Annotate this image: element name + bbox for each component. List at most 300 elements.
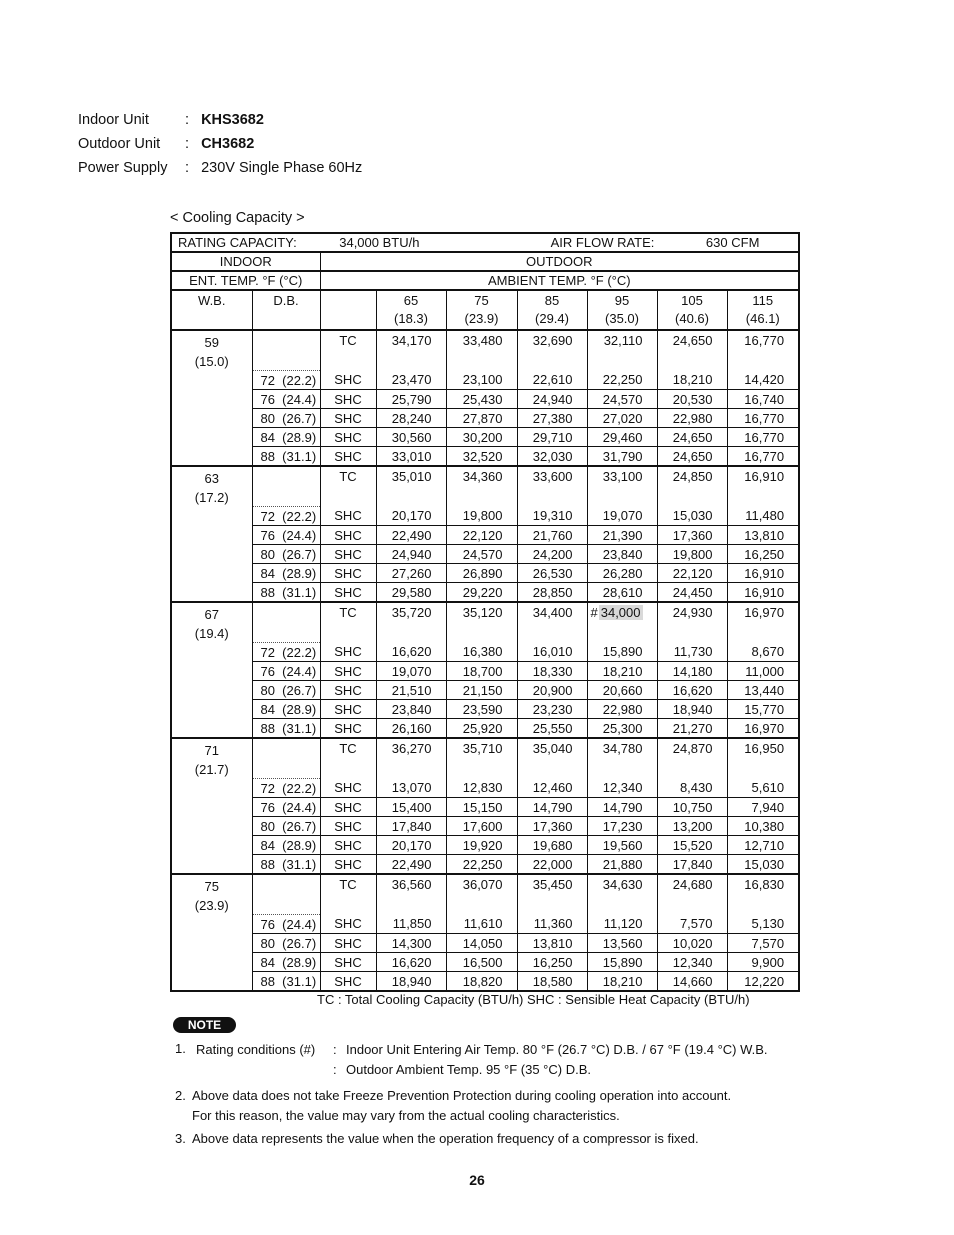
shc-value: 20,170 <box>376 507 446 526</box>
shc-value: 21,270 <box>657 719 727 739</box>
shc-value: 13,810 <box>727 526 799 545</box>
note-2-line2: For this reason, the value may vary from the actual cooling characteristics. <box>192 1108 620 1123</box>
shc-label: SHC <box>320 526 376 545</box>
spec-power <box>78 160 362 176</box>
spec-outdoor <box>78 136 254 152</box>
shc-label: SHC <box>320 855 376 875</box>
shc-value: 16,250 <box>727 545 799 564</box>
shc-row <box>171 564 799 583</box>
ambient-col-c: (35.0) <box>605 311 639 326</box>
shc-value: 25,790 <box>376 390 446 409</box>
rating-unit: BTU/h <box>382 235 420 250</box>
tc-value: 34,170 <box>376 330 446 371</box>
shc-label: SHC <box>320 545 376 564</box>
tc-value: 24,850 <box>657 466 727 507</box>
tc-label: TC <box>320 874 376 915</box>
tc-value: 36,270 <box>376 738 446 779</box>
shc-value: 7,570 <box>657 915 727 934</box>
wb-cell <box>171 602 252 738</box>
shc-value: 24,650 <box>657 428 727 447</box>
tc-value: 33,100 <box>587 466 657 507</box>
shc-label: SHC <box>320 390 376 409</box>
tc-row <box>171 330 799 371</box>
shc-value: 21,760 <box>517 526 587 545</box>
shc-value: 33,010 <box>376 447 446 467</box>
ambient-col-f: 65 <box>403 293 419 308</box>
shc-value: 24,570 <box>587 390 657 409</box>
db-empty-cell <box>252 874 320 915</box>
airflow-value: 630 <box>705 235 728 250</box>
ambient-col-c: (23.9) <box>464 311 499 326</box>
shc-value: 29,460 <box>587 428 657 447</box>
shc-label: SHC <box>320 564 376 583</box>
shc-value: 15,400 <box>376 798 446 817</box>
tc-value: 35,040 <box>517 738 587 779</box>
shc-value: 13,440 <box>727 681 799 700</box>
shc-value: 7,570 <box>727 934 799 953</box>
db-cell: 88 (31.1) <box>252 447 320 467</box>
shc-value: 20,530 <box>657 390 727 409</box>
tc-value: 33,480 <box>446 330 517 371</box>
shc-value: 16,620 <box>657 681 727 700</box>
shc-label: SHC <box>320 934 376 953</box>
tc-value: 36,070 <box>446 874 517 915</box>
db-cell: 88 (31.1) <box>252 855 320 875</box>
rating-label: RATING CAPACITY: <box>178 235 297 250</box>
shc-value: 27,870 <box>446 409 517 428</box>
ambient-col-header <box>517 290 587 330</box>
shc-value: 11,120 <box>587 915 657 934</box>
shc-value: 19,070 <box>587 507 657 526</box>
db-cell: 76 (24.4) <box>252 662 320 681</box>
ambient-temp-header: AMBIENT TEMP. °F (°C) <box>320 271 799 290</box>
wb-cell <box>171 874 252 991</box>
shc-label: SHC <box>320 972 376 992</box>
shc-value: 27,260 <box>376 564 446 583</box>
shc-row <box>171 700 799 719</box>
outdoor-header: OUTDOOR <box>320 252 799 271</box>
shc-value: 18,820 <box>446 972 517 992</box>
db-cell: 72 (22.2) <box>252 779 320 798</box>
db-cell: 84 (28.9) <box>252 564 320 583</box>
tc-value <box>587 602 657 643</box>
db-cell: 84 (28.9) <box>252 836 320 855</box>
shc-label: SHC <box>320 583 376 603</box>
shc-value: 15,030 <box>727 855 799 875</box>
shc-value: 25,430 <box>446 390 517 409</box>
shc-row <box>171 545 799 564</box>
shc-label: SHC <box>320 409 376 428</box>
shc-value: 25,920 <box>446 719 517 739</box>
wb-f: 71 <box>204 743 219 758</box>
wb-c: (17.2) <box>194 490 229 505</box>
db-cell: 80 (26.7) <box>252 934 320 953</box>
shc-value: 5,130 <box>727 915 799 934</box>
tc-row <box>171 874 799 915</box>
ambient-col-header <box>376 290 446 330</box>
shc-label: SHC <box>320 507 376 526</box>
shc-value: 14,300 <box>376 934 446 953</box>
tc-value: 16,910 <box>744 469 785 484</box>
note-badge: NOTE <box>173 1017 236 1033</box>
wb-f: 67 <box>204 607 219 622</box>
shc-value: 11,850 <box>376 915 446 934</box>
db-cell: 88 (31.1) <box>252 719 320 739</box>
shc-value: 15,520 <box>657 836 727 855</box>
shc-value: 18,940 <box>657 700 727 719</box>
shc-value: 5,610 <box>727 779 799 798</box>
db-cell: 80 (26.7) <box>252 681 320 700</box>
shc-value: 18,210 <box>587 972 657 992</box>
table-legend: TC : Total Cooling Capacity (BTU/h) SHC : Sensible Heat Capacity (BTU/h) <box>317 992 750 1007</box>
shc-label: SHC <box>320 817 376 836</box>
shc-label: SHC <box>320 662 376 681</box>
rating-value: 34,000 <box>339 235 379 250</box>
shc-row <box>171 409 799 428</box>
db-cell: 88 (31.1) <box>252 583 320 603</box>
tc-value: 16,830 <box>744 877 785 892</box>
tc-row <box>171 466 799 507</box>
shc-value: 23,840 <box>376 700 446 719</box>
shc-value: 18,940 <box>376 972 446 992</box>
db-cell: 72 (22.2) <box>252 371 320 390</box>
rating-row <box>171 233 799 252</box>
shc-row <box>171 526 799 545</box>
shc-value: 22,980 <box>657 409 727 428</box>
spec-indoor-value: KHS3682 <box>201 112 264 128</box>
shc-value: 19,560 <box>587 836 657 855</box>
wb-cell <box>171 738 252 874</box>
tc-value: 24,680 <box>657 874 727 915</box>
section-title: < Cooling Capacity > <box>170 210 305 226</box>
ambient-col-f: 95 <box>614 293 630 308</box>
db-cell: 76 (24.4) <box>252 915 320 934</box>
shc-value: 27,020 <box>587 409 657 428</box>
note-1-label: Rating conditions (#) <box>196 1042 316 1057</box>
note-1-sep: : <box>333 1042 337 1057</box>
shc-value: 16,910 <box>727 564 799 583</box>
db-cell: 76 (24.4) <box>252 390 320 409</box>
shc-row <box>171 855 799 875</box>
shc-value: 30,560 <box>376 428 446 447</box>
shc-row <box>171 836 799 855</box>
cooling-capacity-table <box>170 232 800 992</box>
shc-row <box>171 934 799 953</box>
shc-value: 28,850 <box>517 583 587 603</box>
tc-row <box>171 738 799 779</box>
shc-value: 11,480 <box>727 507 799 526</box>
shc-value: 17,600 <box>446 817 517 836</box>
shc-row <box>171 507 799 526</box>
shc-value: 18,700 <box>446 662 517 681</box>
shc-value: 20,900 <box>517 681 587 700</box>
shc-value: 24,450 <box>657 583 727 603</box>
tc-value: 16,950 <box>744 741 785 756</box>
wb-cell <box>171 330 252 466</box>
shc-value: 13,200 <box>657 817 727 836</box>
tc-value: 34,360 <box>446 466 517 507</box>
shc-value: 24,570 <box>446 545 517 564</box>
shc-value: 7,940 <box>727 798 799 817</box>
shc-value: 20,660 <box>587 681 657 700</box>
shc-label: SHC <box>320 700 376 719</box>
page-number: 26 <box>469 1172 485 1188</box>
shc-value: 20,170 <box>376 836 446 855</box>
shc-value: 17,840 <box>657 855 727 875</box>
db-cell: 88 (31.1) <box>252 972 320 992</box>
db-cell: 84 (28.9) <box>252 428 320 447</box>
db-cell: 84 (28.9) <box>252 700 320 719</box>
tc-value: 35,450 <box>517 874 587 915</box>
shc-value: 14,660 <box>657 972 727 992</box>
shc-value: 19,800 <box>657 545 727 564</box>
shc-row <box>171 390 799 409</box>
note-3-line1: Above data represents the value when the operation frequency of a compressor is fixed. <box>192 1131 699 1146</box>
ent-temp-header: ENT. TEMP. °F (°C) <box>171 271 320 290</box>
shc-value: 28,610 <box>587 583 657 603</box>
shc-value: 16,770 <box>727 447 799 467</box>
ambient-col-c: (46.1) <box>745 311 780 326</box>
shc-value: 9,900 <box>727 953 799 972</box>
shc-label: SHC <box>320 447 376 467</box>
shc-value: 14,420 <box>727 371 799 390</box>
temp-header-row <box>171 271 799 290</box>
ambient-col-c: (40.6) <box>675 311 709 326</box>
shc-value: 18,580 <box>517 972 587 992</box>
shc-value: 16,910 <box>727 583 799 603</box>
shc-row <box>171 371 799 390</box>
shc-value: 11,000 <box>727 662 799 681</box>
shc-row <box>171 583 799 603</box>
shc-value: 22,490 <box>376 855 446 875</box>
ambient-col-header <box>727 290 799 330</box>
ambient-col-header <box>657 290 727 330</box>
ambient-col-header <box>587 290 657 330</box>
note-2-line1: Above data does not take Freeze Prevention Protection during cooling operation into account. <box>192 1088 732 1103</box>
shc-value: 10,380 <box>727 817 799 836</box>
rating-point-value: 34,000 <box>600 605 641 620</box>
shc-value: 14,790 <box>587 798 657 817</box>
spec-indoor-label: Indoor Unit <box>78 112 149 128</box>
shc-value: 23,590 <box>446 700 517 719</box>
shc-value: 12,220 <box>727 972 799 992</box>
airflow-label: AIR FLOW RATE: <box>550 235 655 250</box>
shc-value: 11,360 <box>517 915 587 934</box>
shc-value: 17,360 <box>517 817 587 836</box>
spec-indoor-sep: : <box>185 112 190 128</box>
shc-value: 24,940 <box>376 545 446 564</box>
shc-row <box>171 798 799 817</box>
shc-value: 15,150 <box>446 798 517 817</box>
column-header-row <box>171 290 799 330</box>
shc-value: 21,150 <box>446 681 517 700</box>
db-empty-cell <box>252 330 320 371</box>
shc-value: 12,830 <box>446 779 517 798</box>
shc-value: 23,470 <box>376 371 446 390</box>
shc-value: 10,750 <box>657 798 727 817</box>
shc-row <box>171 719 799 739</box>
shc-label: SHC <box>320 915 376 934</box>
ambient-col-f: 75 <box>474 293 489 308</box>
tc-value: 34,400 <box>517 602 587 643</box>
tc-label: TC <box>320 602 376 643</box>
wb-c: (21.7) <box>194 762 229 777</box>
ambient-col-header <box>446 290 517 330</box>
shc-row <box>171 779 799 798</box>
shc-label: SHC <box>320 428 376 447</box>
indoor-header: INDOOR <box>171 252 320 271</box>
ambient-col-f: 115 <box>752 293 774 308</box>
shc-value: 17,840 <box>376 817 446 836</box>
shc-value: 21,880 <box>587 855 657 875</box>
shc-row <box>171 953 799 972</box>
shc-value: 32,520 <box>446 447 517 467</box>
shc-label: SHC <box>320 779 376 798</box>
shc-value: 18,330 <box>517 662 587 681</box>
tc-value: 36,560 <box>376 874 446 915</box>
wb-c: (23.9) <box>194 898 229 913</box>
db-cell: 72 (22.2) <box>252 643 320 662</box>
shc-value: 19,920 <box>446 836 517 855</box>
tc-value: 32,110 <box>587 330 657 371</box>
shc-value: 30,200 <box>446 428 517 447</box>
db-empty-cell <box>252 602 320 643</box>
shc-value: 14,050 <box>446 934 517 953</box>
rating-header <box>171 233 799 252</box>
shc-row <box>171 915 799 934</box>
wb-c: (15.0) <box>194 354 229 369</box>
ambient-col-f: 105 <box>681 293 703 308</box>
tc-value: 34,780 <box>587 738 657 779</box>
shc-value: 12,340 <box>587 779 657 798</box>
shc-value: 12,340 <box>657 953 727 972</box>
spec-outdoor-label: Outdoor Unit <box>78 136 161 152</box>
note-1-sep2: : <box>333 1062 337 1077</box>
shc-value: 15,770 <box>727 700 799 719</box>
shc-value: 25,550 <box>517 719 587 739</box>
shc-value: 19,070 <box>376 662 446 681</box>
shc-value: 26,890 <box>446 564 517 583</box>
tc-label: TC <box>320 738 376 779</box>
type-header <box>320 290 376 330</box>
shc-row <box>171 681 799 700</box>
shc-value: 18,210 <box>657 371 727 390</box>
spec-power-label: Power Supply <box>78 160 168 176</box>
shc-value: 27,380 <box>517 409 587 428</box>
db-empty-cell <box>252 738 320 779</box>
shc-value: 22,120 <box>446 526 517 545</box>
shc-value: 26,280 <box>587 564 657 583</box>
note-1-line1: Indoor Unit Entering Air Temp. 80 °F (26.7 °C) D.B. / 67 °F (19.4 °C) W.B. <box>346 1042 768 1057</box>
tc-value: 35,120 <box>446 602 517 643</box>
shc-value: 10,020 <box>657 934 727 953</box>
wb-f: 63 <box>204 471 219 486</box>
shc-value: 11,610 <box>446 915 517 934</box>
tc-label: TC <box>320 466 376 507</box>
shc-value: 14,180 <box>657 662 727 681</box>
shc-value: 13,070 <box>376 779 446 798</box>
shc-value: 31,790 <box>587 447 657 467</box>
db-cell: 76 (24.4) <box>252 526 320 545</box>
shc-value: 17,230 <box>587 817 657 836</box>
shc-value: 16,770 <box>727 409 799 428</box>
db-header: D.B. <box>252 290 320 330</box>
shc-value: 32,030 <box>517 447 587 467</box>
shc-row <box>171 643 799 662</box>
spec-indoor <box>78 112 264 128</box>
shc-value: 18,210 <box>587 662 657 681</box>
db-cell: 80 (26.7) <box>252 545 320 564</box>
tc-row <box>171 602 799 643</box>
shc-value: 22,980 <box>587 700 657 719</box>
tc-value: 24,870 <box>657 738 727 779</box>
db-cell: 80 (26.7) <box>252 817 320 836</box>
shc-value: 23,840 <box>587 545 657 564</box>
shc-value: 19,680 <box>517 836 587 855</box>
tc-value: 35,710 <box>446 738 517 779</box>
tc-value: 16,970 <box>744 605 785 620</box>
tc-value: 24,650 <box>657 330 727 371</box>
shc-value: 29,580 <box>376 583 446 603</box>
wb-f: 59 <box>204 335 219 350</box>
shc-value: 15,890 <box>587 953 657 972</box>
shc-value: 16,250 <box>517 953 587 972</box>
shc-label: SHC <box>320 798 376 817</box>
shc-value: 12,460 <box>517 779 587 798</box>
shc-value: 19,310 <box>517 507 587 526</box>
tc-value: 16,770 <box>744 333 785 348</box>
ambient-col-c: (29.4) <box>535 311 569 326</box>
shc-value: 13,810 <box>517 934 587 953</box>
shc-value: 16,380 <box>446 643 517 662</box>
note-1-line2: Outdoor Ambient Temp. 95 °F (35 °C) D.B. <box>346 1062 591 1077</box>
shc-value: 24,650 <box>657 447 727 467</box>
shc-row <box>171 662 799 681</box>
shc-value: 15,890 <box>587 643 657 662</box>
shc-value: 16,770 <box>727 428 799 447</box>
db-cell: 76 (24.4) <box>252 798 320 817</box>
shc-label: SHC <box>320 719 376 739</box>
shc-label: SHC <box>320 681 376 700</box>
rating-marker: # <box>590 605 598 620</box>
shc-value: 29,710 <box>517 428 587 447</box>
shc-row <box>171 972 799 992</box>
shc-label: SHC <box>320 836 376 855</box>
shc-row <box>171 817 799 836</box>
db-empty-cell <box>252 466 320 507</box>
tc-value: 33,600 <box>517 466 587 507</box>
shc-value: 16,620 <box>376 953 446 972</box>
shc-value: 8,670 <box>727 643 799 662</box>
note-3-number: 3. <box>175 1131 186 1146</box>
shc-value: 22,120 <box>657 564 727 583</box>
wb-f: 75 <box>204 879 219 894</box>
tc-value: 24,930 <box>657 602 727 643</box>
shc-row <box>171 428 799 447</box>
shc-value: 23,100 <box>446 371 517 390</box>
db-cell: 80 (26.7) <box>252 409 320 428</box>
shc-value: 26,530 <box>517 564 587 583</box>
shc-value: 16,970 <box>727 719 799 739</box>
shc-label: SHC <box>320 371 376 390</box>
shc-value: 13,560 <box>587 934 657 953</box>
shc-value: 24,200 <box>517 545 587 564</box>
shc-value: 22,250 <box>587 371 657 390</box>
tc-value: 35,010 <box>376 466 446 507</box>
shc-value: 21,510 <box>376 681 446 700</box>
shc-value: 16,740 <box>727 390 799 409</box>
shc-value: 22,490 <box>376 526 446 545</box>
